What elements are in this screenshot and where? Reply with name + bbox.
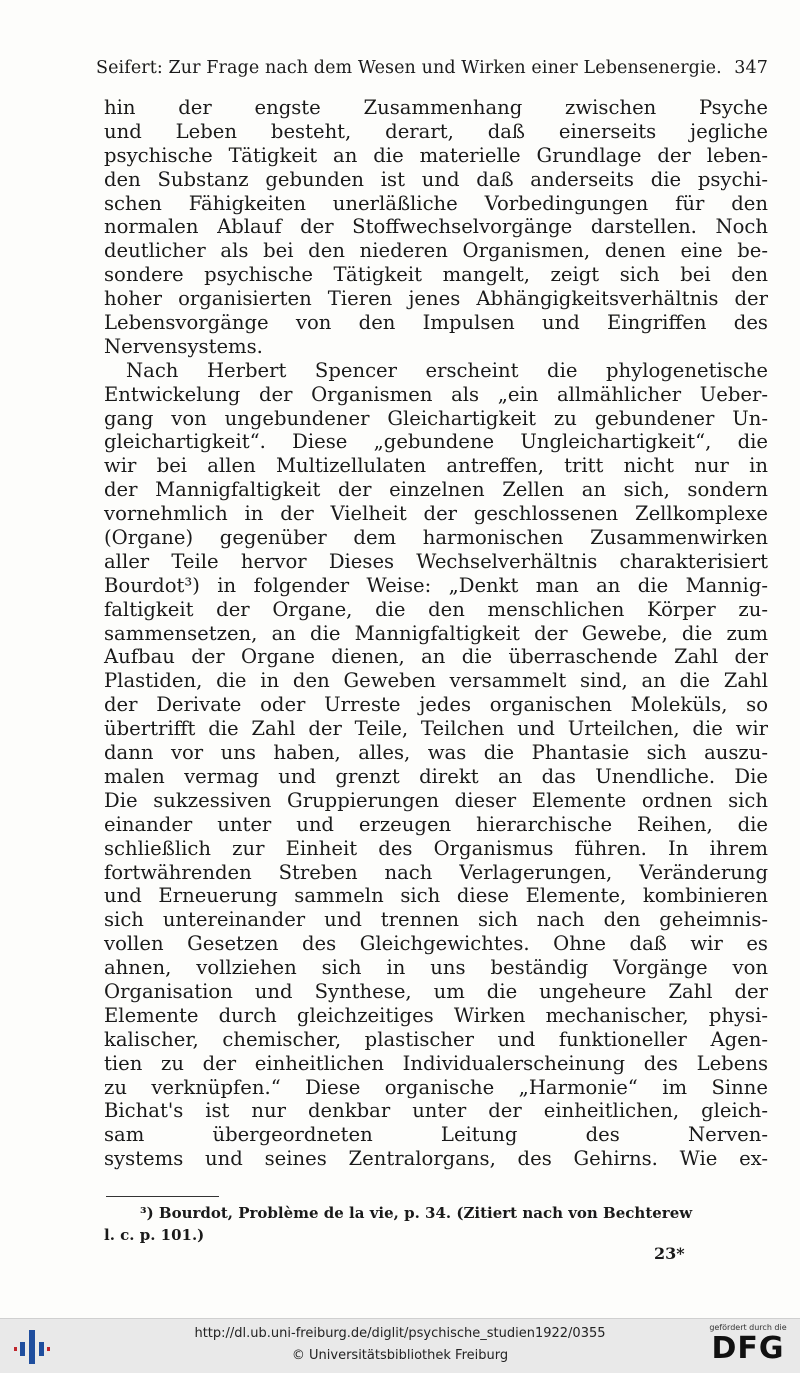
body-line: Elemente durch gleichzeitiges Wirken mechanischer, physi- [104,1003,768,1027]
footnote [104,1202,768,1246]
body-line: hoher organisierten Tieren jenes Abhängigkeitsverhältnis der [104,287,768,311]
body-line: vornehmlich in der Vielheit der geschlossenen Zellkomplexe [104,502,768,526]
body-line: sondere psychische Tätigkeit mangelt, zeigt sich bei den [104,263,768,287]
running-title: Seifert: Zur Frage nach dem Wesen und Wirken einer Lebensenergie. [96,58,722,78]
body-line: sich untereinander und trennen sich nach den geheimnis- [104,908,768,932]
body-line: sammensetzen, an die Mannigfaltigkeit der Gewebe, die zum [104,621,768,645]
body-line: ahnen, vollziehen sich in uns beständig Vorgänge von [104,956,768,980]
body-line: Nach Herbert Spencer erscheint die phylogenetische [126,358,768,382]
running-header [96,58,768,78]
body-line: Organisation und Synthese, um die ungeheure Zahl der [104,979,768,1003]
body-line: gang von ungebundener Gleichartigkeit zu gebundener Un- [104,406,768,430]
body-line: kalischer, chemischer, plastischer und funktioneller Agen- [104,1027,768,1051]
body-line: Bichat's ist nur denkbar unter der einheitlichen, gleich- [104,1099,768,1123]
body-line: schen Fähigkeiten unerläßliche Vorbedingungen für den [104,191,768,215]
body-line: Entwickelung der Organismen als „ein allmählicher Ueber- [104,382,768,406]
body-line: den Substanz gebunden ist und daß anderseits die psychi- [104,167,768,191]
body-line: systems und seines Zentralorgans, des Gehirns. Wie ex- [104,1147,768,1171]
body-line: malen vermag und grenzt direkt an das Unendliche. Die [104,764,768,788]
body-line: deutlicher als bei den niederen Organismen, denen eine be- [104,239,768,263]
body-line: dann vor uns haben, alles, was die Phantasie sich auszu- [104,741,768,765]
body-line: und Erneuerung sammeln sich diese Elemente, kombinieren [104,884,768,908]
body-line: gleichartigkeit“. Diese „gebundene Ungleichartigkeit“, die [104,430,768,454]
body-line: der Derivate oder Urreste jedes organischen Moleküls, so [104,693,768,717]
body-line: Nervensystems. [104,334,263,358]
body-line: fortwährenden Streben nach Verlagerungen, Veränderung [104,860,768,884]
body-line: einander unter und erzeugen hierarchische Reihen, die [104,812,768,836]
body-line: (Organe) gegenüber dem harmonischen Zusammenwirken [104,526,768,550]
body-line: Bourdot³) in folgender Weise: „Denkt man an die Mannig- [104,573,768,597]
body-line: sam übergeordneten Leitung des Nerven- [104,1123,768,1147]
body-line: schließlich zur Einheit des Organismus führen. In ihrem [104,836,768,860]
body-text [104,96,768,1171]
body-line: aller Teile hervor Dieses Wechselverhältnis charakterisiert [104,549,768,573]
body-line: zu verknüpfen.“ Diese organische „Harmonie“ im Sinne [104,1075,768,1099]
body-line: Plastiden, die in den Geweben versammelt sind, an die Zahl [104,669,768,693]
dfg-wordmark: DFG [711,1331,785,1366]
signature-mark: 23* [654,1244,685,1263]
viewer-footer [0,1318,800,1373]
body-line: tien zu der einheitlichen Individualerscheinung des Lebens [104,1051,768,1075]
body-line: wir bei allen Multizellulaten antreffen, tritt nicht nur in [104,454,768,478]
page-number: 347 [734,58,768,78]
body-line: und Leben besteht, derart, daß einerseits jegliche [104,119,768,143]
footnote-line: ³) Bourdot, Problème de la vie, p. 34. (Zitiert nach von Bechterew [140,1204,693,1222]
body-line: faltigkeit der Organe, die den menschlichen Körper zu- [104,597,768,621]
body-line: der Mannigfaltigkeit der einzelnen Zellen an sich, sondern [104,478,768,502]
footnote-line: l. c. p. 101.) [104,1226,205,1244]
dfg-logo [706,1323,790,1369]
body-line: Die sukzessiven Gruppierungen dieser Elemente ordnen sich [104,788,768,812]
body-line: Aufbau der Organe dienen, an die überraschende Zahl der [104,645,768,669]
body-line: vollen Gesetzen des Gleichgewichtes. Ohne daß wir es [104,932,768,956]
body-line: normalen Ablauf der Stoffwechselvorgänge darstellen. Noch [104,215,768,239]
dfg-funding-note: gefördert durch die [709,1323,787,1332]
footnote-rule [106,1196,219,1197]
body-line: Lebensvorgänge von den Impulsen und Eingriffen des [104,311,768,335]
body-line: hin der engste Zusammenhang zwischen Psyche [104,96,768,119]
body-line: psychische Tätigkeit an die materielle Grundlage der leben- [104,143,768,167]
body-line: übertrifft die Zahl der Teile, Teilchen und Urteilchen, die wir [104,717,768,741]
copyright-notice: © Universitätsbibliothek Freiburg [291,1348,509,1363]
document-url[interactable]: http://dl.ub.uni-freiburg.de/diglit/psychische_studien1922/0355 [194,1326,606,1341]
